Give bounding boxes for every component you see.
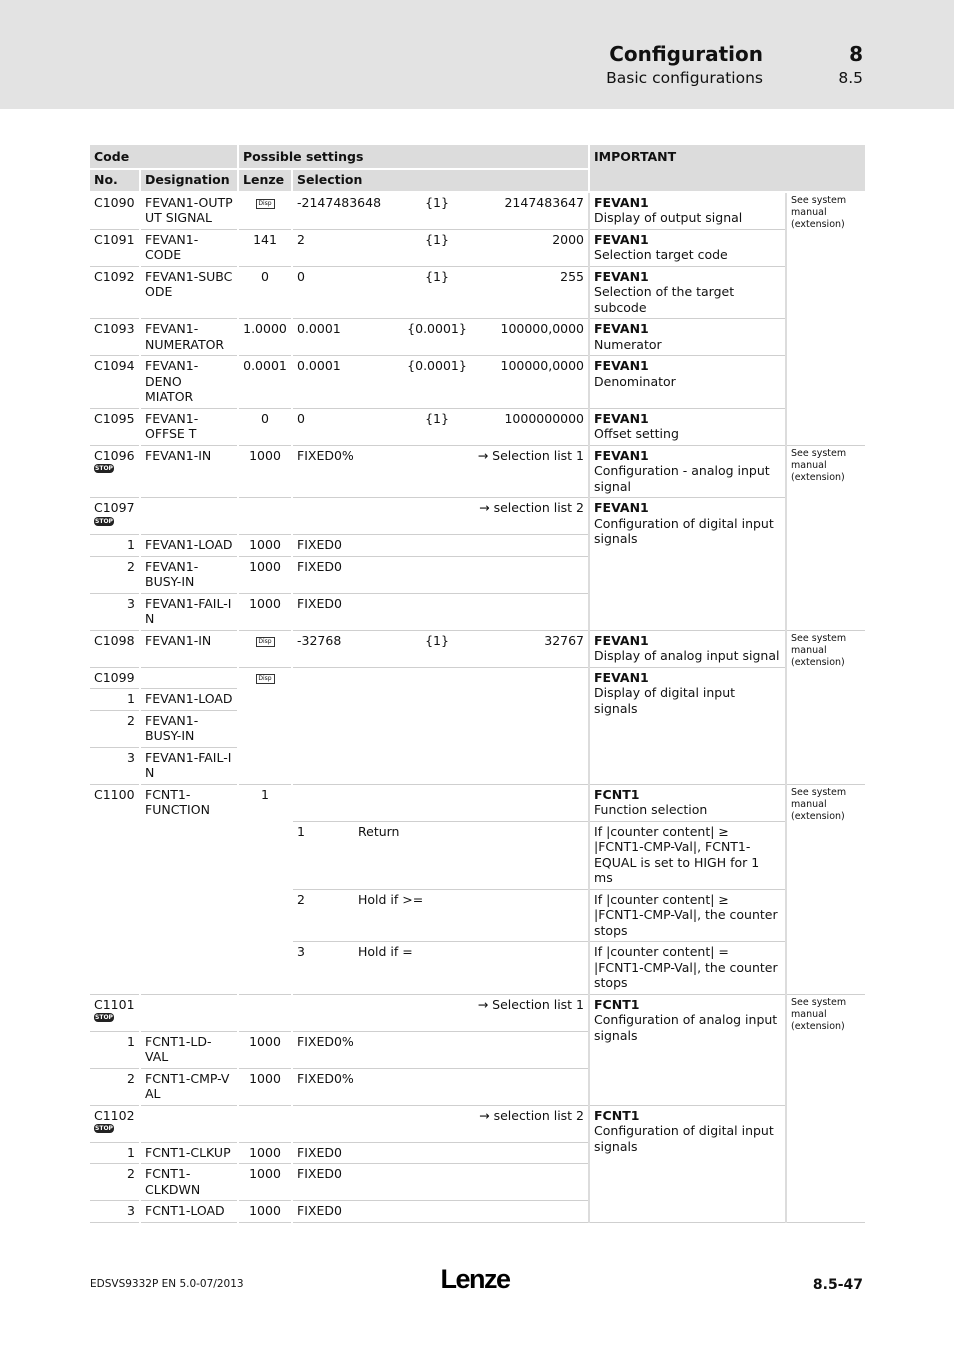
lenze-value: 1.0000 bbox=[238, 319, 292, 356]
designation: FEVAN1-CODE bbox=[140, 229, 238, 266]
col-designation: Designation bbox=[140, 169, 238, 192]
lenze-logo bbox=[430, 1262, 520, 1296]
selection-cell: → selection list 2 bbox=[292, 498, 589, 535]
code-no: C1092 bbox=[90, 266, 140, 319]
selection-cell bbox=[292, 784, 589, 821]
code-no: C1095 bbox=[90, 408, 140, 445]
code-no: C1097 STOP bbox=[90, 498, 140, 535]
col-code: Code bbox=[90, 145, 238, 169]
code-no: C1099 bbox=[90, 667, 140, 689]
selection-cell: → Selection list 1 bbox=[292, 994, 589, 1031]
extension-note: See system manual (extension) bbox=[786, 630, 865, 784]
code-no: C1098 bbox=[90, 630, 140, 667]
table-row: 2 FEVAN1- BUSY-IN 1000 FIXED0 bbox=[90, 556, 865, 593]
designation: FEVAN1-DENO MIATOR bbox=[140, 356, 238, 409]
designation bbox=[140, 498, 238, 535]
extension-note: See system manual (extension) bbox=[786, 445, 865, 630]
table-row: 1 FCNT1-CLKUP 1000 FIXED0 bbox=[90, 1142, 865, 1164]
important-cell: FCNT1 Configuration of digital input signals bbox=[589, 1105, 786, 1222]
selection-cell: 2 {1} 2000 bbox=[292, 229, 589, 266]
table-row bbox=[90, 784, 865, 821]
option-description: If |counter content| ≥ |FCNT1-CMP-Val|, FCNT1-EQUAL is set to HIGH for 1 ms bbox=[589, 821, 786, 889]
display-only-icon: Disp bbox=[256, 674, 275, 684]
selection-cell: -32768 {1} 32767 bbox=[292, 630, 589, 667]
selection-cell: 0 {1} 1000000000 bbox=[292, 408, 589, 445]
table-row bbox=[90, 192, 865, 230]
lenze-value: 0 bbox=[238, 266, 292, 319]
designation bbox=[140, 667, 238, 689]
table-row: 1 FEVAN1-LOAD 1000 FIXED0 bbox=[90, 535, 865, 557]
important-cell: FEVAN1 Selection target code bbox=[589, 229, 786, 266]
lenze-value: 0 bbox=[238, 408, 292, 445]
lenze-cell bbox=[238, 994, 292, 1031]
designation: FEVAN1-IN bbox=[140, 630, 238, 667]
code-no: C1091 bbox=[90, 229, 140, 266]
code-no: C1102 STOP bbox=[90, 1105, 140, 1142]
table-row bbox=[90, 445, 865, 498]
lenze-value: 1000 bbox=[238, 445, 292, 498]
lenze-value: 1 bbox=[238, 784, 292, 994]
page-subtitle: Basic configurations bbox=[606, 69, 763, 87]
lenze-logo-text: Lenze bbox=[440, 1264, 510, 1294]
selection-cell: 0.0001 {0.0001} 100000,0000 bbox=[292, 319, 589, 356]
important-cell: FEVAN1 Selection of the target subcode bbox=[589, 266, 786, 319]
col-lenze: Lenze bbox=[238, 169, 292, 192]
table-row: 3 FEVAN1-FAIL-I N 1000 FIXED0 bbox=[90, 593, 865, 630]
lenze-value: 141 bbox=[238, 229, 292, 266]
stop-icon: STOP bbox=[95, 465, 113, 472]
code-no: C1090 bbox=[90, 192, 140, 230]
table-row: 3 FCNT1-LOAD 1000 FIXED0 bbox=[90, 1201, 865, 1223]
col-possible-settings: Possible settings bbox=[238, 145, 589, 169]
designation: FEVAN1-IN bbox=[140, 445, 238, 498]
table-row: 3 FEVAN1-FAIL-I N bbox=[90, 747, 865, 784]
designation: FEVAN1-SUBC ODE bbox=[140, 266, 238, 319]
table-row: 1 FEVAN1-LOAD bbox=[90, 689, 865, 711]
table-row: 2 FCNT1- CLKDWN 1000 FIXED0 bbox=[90, 1164, 865, 1201]
stop-icon: STOP bbox=[95, 517, 113, 525]
header-band bbox=[0, 0, 954, 109]
important-cell: FEVAN1 Display of digital input signals bbox=[589, 667, 786, 784]
table-row bbox=[90, 667, 865, 689]
table-row: 1 FCNT1-LD-VAL 1000 FIXED0% bbox=[90, 1031, 865, 1068]
table-row bbox=[90, 408, 865, 445]
extension-note: See system manual (extension) bbox=[786, 192, 865, 446]
important-cell: FEVAN1 Offset setting bbox=[589, 408, 786, 445]
table-row bbox=[90, 229, 865, 266]
page-number: 8.5-47 bbox=[812, 1277, 863, 1293]
lenze-cell bbox=[238, 192, 292, 230]
code-no: C1093 bbox=[90, 319, 140, 356]
designation bbox=[140, 994, 238, 1031]
selection-cell bbox=[292, 667, 589, 784]
designation: FEVAN1-OFFSE T bbox=[140, 408, 238, 445]
stop-icon: STOP bbox=[95, 1014, 113, 1021]
option-cell: 2 Hold if >= bbox=[292, 889, 589, 942]
code-no: C1101 STOP bbox=[90, 994, 140, 1031]
designation bbox=[140, 1105, 238, 1142]
important-cell: FEVAN1 Denominator bbox=[589, 356, 786, 409]
lenze-value: 0.0001 bbox=[238, 356, 292, 409]
parameter-table bbox=[90, 145, 865, 1223]
stop-icon: STOP bbox=[95, 1125, 113, 1132]
table-header-row bbox=[90, 145, 865, 169]
chapter-number: 8 bbox=[849, 42, 863, 66]
table-row bbox=[90, 1105, 865, 1142]
table-row bbox=[90, 630, 865, 667]
page-title: Configuration bbox=[609, 42, 763, 66]
table-row bbox=[90, 356, 865, 409]
section-number: 8.5 bbox=[838, 69, 863, 87]
selection-cell: → selection list 2 bbox=[292, 1105, 589, 1142]
designation: FEVAN1- NUMERATOR bbox=[140, 319, 238, 356]
designation: FCNT1- FUNCTION bbox=[140, 784, 238, 994]
table-row bbox=[90, 994, 865, 1031]
table-row: 2 FEVAN1- BUSY-IN bbox=[90, 710, 865, 747]
lenze-cell bbox=[238, 630, 292, 667]
option-description: If |counter content| = |FCNT1-CMP-Val|, the counter stops bbox=[589, 942, 786, 995]
important-cell: FEVAN1 Configuration - analog input signal bbox=[589, 445, 786, 498]
selection-cell: 0.0001 {0.0001} 100000,0000 bbox=[292, 356, 589, 409]
col-selection: Selection bbox=[292, 169, 589, 192]
important-cell: FEVAN1 Numerator bbox=[589, 319, 786, 356]
lenze-cell bbox=[238, 667, 292, 784]
selection-cell: 0 {1} 255 bbox=[292, 266, 589, 319]
table-row bbox=[90, 498, 865, 535]
extension-note: See system manual (extension) bbox=[786, 994, 865, 1222]
display-only-icon: Disp bbox=[256, 199, 275, 209]
important-cell: FEVAN1 Display of analog input signal bbox=[589, 630, 786, 667]
option-description: If |counter content| ≥ |FCNT1-CMP-Val|, the counter stops bbox=[589, 889, 786, 942]
important-cell: FCNT1 Function selection bbox=[589, 784, 786, 821]
code-no: C1100 bbox=[90, 784, 140, 994]
selection-cell: -2147483648 {1} 2147483647 bbox=[292, 192, 589, 230]
code-no: C1094 bbox=[90, 356, 140, 409]
table-row: 2 FCNT1-CMP-V AL 1000 FIXED0% bbox=[90, 1068, 865, 1105]
important-cell: FEVAN1 Configuration of digital input signals bbox=[589, 498, 786, 631]
table-row bbox=[90, 319, 865, 356]
important-cell: FCNT1 Configuration of analog input signals bbox=[589, 994, 786, 1105]
col-important: IMPORTANT bbox=[589, 145, 865, 192]
important-cell: FEVAN1 Display of output signal bbox=[589, 192, 786, 230]
code-no: C1096 STOP bbox=[90, 445, 140, 498]
option-cell: 1 Return bbox=[292, 821, 589, 889]
lenze-cell bbox=[238, 498, 292, 535]
option-cell: 3 Hold if = bbox=[292, 942, 589, 995]
lenze-cell bbox=[238, 1105, 292, 1142]
table-row bbox=[90, 266, 865, 319]
footer-doc-id: EDSVS9332P EN 5.0-07/2013 bbox=[90, 1278, 244, 1290]
col-no: No. bbox=[90, 169, 140, 192]
display-only-icon: Disp bbox=[256, 637, 275, 647]
selection-cell: FIXED0% → Selection list 1 bbox=[292, 445, 589, 498]
designation: FEVAN1-OUTP UT SIGNAL bbox=[140, 192, 238, 230]
extension-note: See system manual (extension) bbox=[786, 784, 865, 994]
